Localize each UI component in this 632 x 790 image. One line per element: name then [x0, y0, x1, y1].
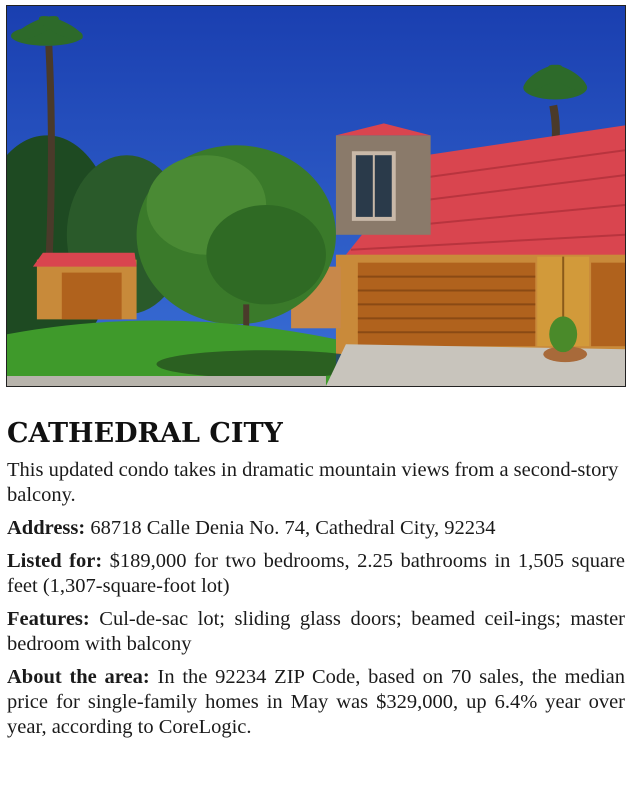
about-area-value: In the 92234 ZIP Code, based on 70 sales, the median price for single-family homes in May was $329,000, up 6.4% year over year, according to CoreLogic. [7, 666, 626, 738]
address-row [7, 516, 625, 541]
listing-lead: This updated condo takes in dramatic mountain views from a second-story balcony. [7, 459, 619, 506]
listing-photo [6, 5, 626, 387]
listing-details [7, 458, 625, 748]
address-label: Address: [7, 517, 86, 539]
about-area-row [7, 665, 625, 740]
listed-for-label: Listed for: [7, 550, 103, 572]
features-label: Features: [7, 608, 90, 630]
features-row [7, 607, 625, 657]
features-value: Cul-de-sac lot; sliding glass doors; beamed ceil-ings; master bedroom with balcony [7, 608, 626, 655]
city-headline: CATHEDRAL CITY [7, 418, 283, 449]
about-area-label: About the area: [7, 666, 150, 688]
condo-photo-illustration [7, 6, 625, 386]
address-value: 68718 Calle Denia No. 74, Cathedral City, 92234 [90, 517, 496, 539]
listed-for-value: $189,000 for two bedrooms, 2.25 bathrooms in 1,505 square feet (1,307-square-foot lot) [7, 550, 626, 597]
listed-for-row [7, 549, 625, 599]
